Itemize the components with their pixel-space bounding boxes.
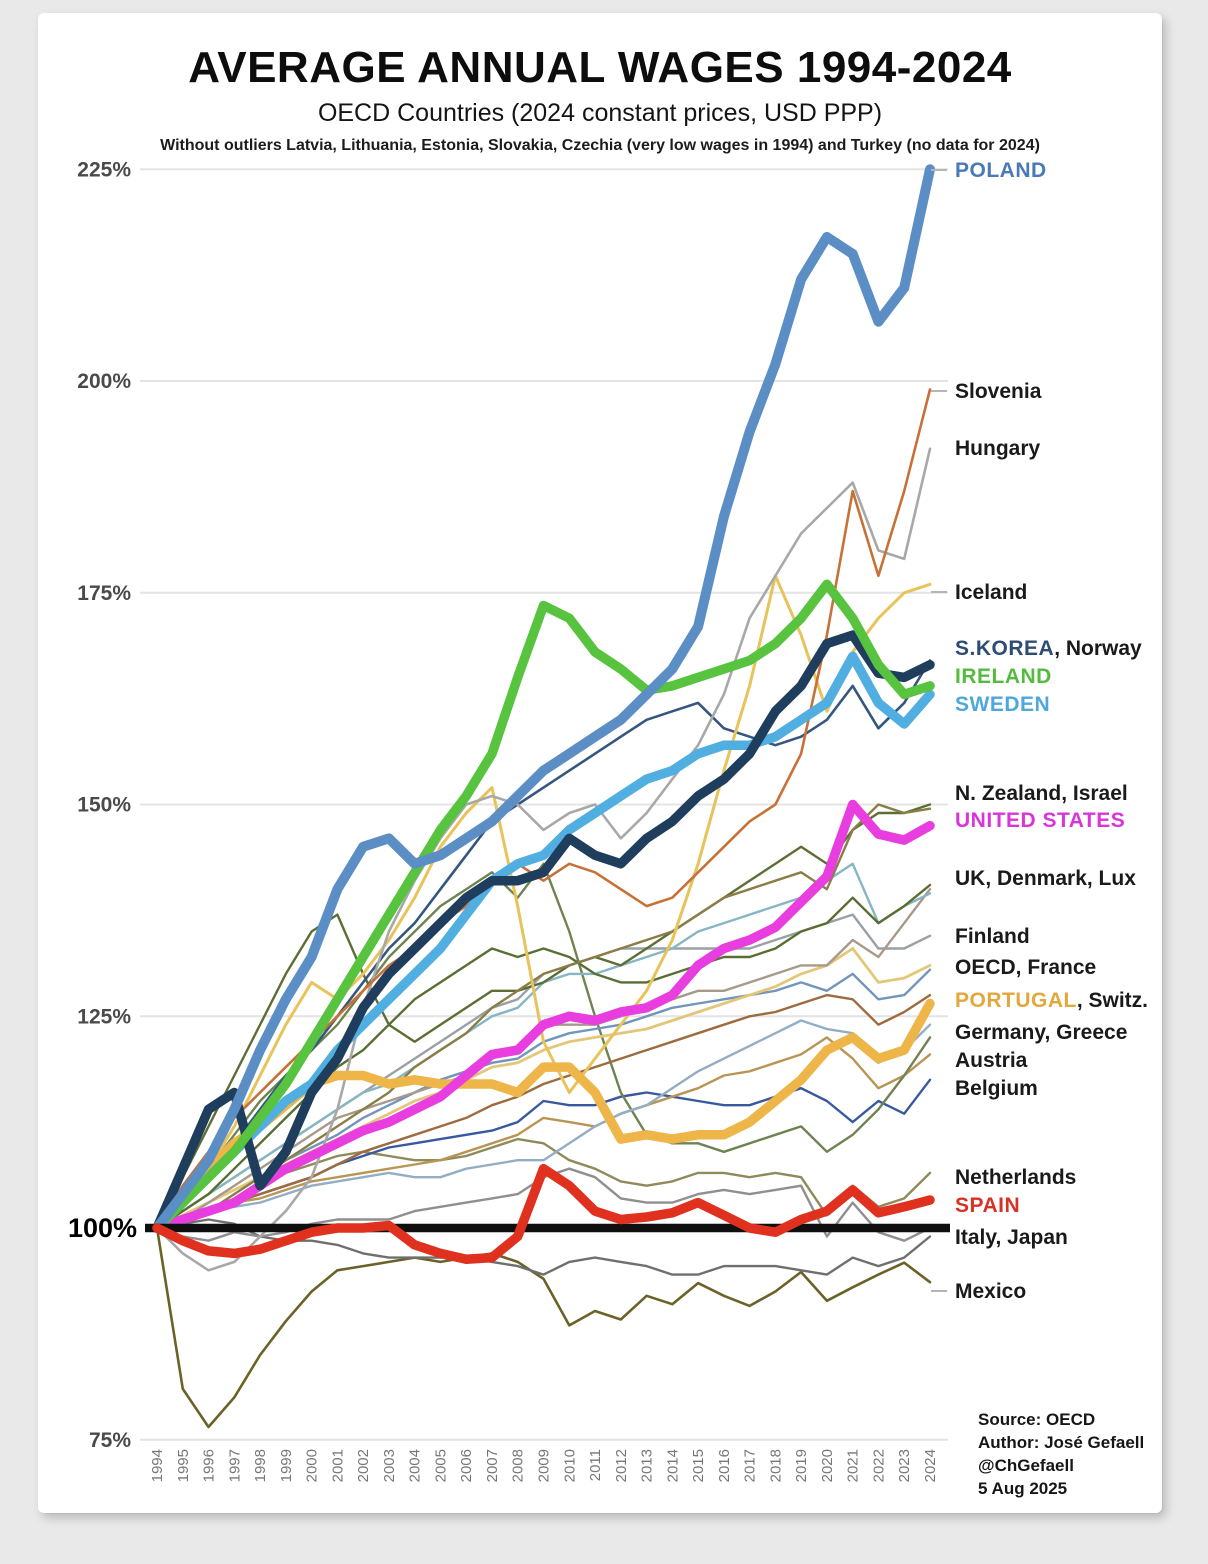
- author-line: Author: José Gefaell: [978, 1433, 1145, 1452]
- x-axis-label-2017: 2017: [741, 1449, 759, 1483]
- source-line: Source: OECD: [978, 1410, 1096, 1429]
- y-axis-label-225: 225%: [77, 158, 131, 182]
- y-axis-label-200: 200%: [77, 370, 131, 393]
- x-axis-label-2015: 2015: [690, 1449, 708, 1483]
- y-axis-label-150: 150%: [77, 793, 131, 817]
- legend-label-hungary: Hungary: [955, 437, 1041, 460]
- source-block: [978, 1408, 1144, 1500]
- legend-label-finland: Finland: [955, 925, 1030, 948]
- legend-label-germany-greece: Germany, Greece: [955, 1021, 1128, 1044]
- x-axis-label-1998: 1998: [252, 1449, 270, 1483]
- x-axis-label-2021: 2021: [844, 1449, 862, 1483]
- x-axis-label-2023: 2023: [896, 1449, 914, 1483]
- x-axis-label-1997: 1997: [226, 1449, 244, 1483]
- x-axis-label-2016: 2016: [715, 1449, 733, 1483]
- legend-label-s-korea-norway: S.KOREA, Norway: [955, 637, 1142, 660]
- handle-line: @ChGefaell: [978, 1456, 1074, 1475]
- x-axis-label-2005: 2005: [432, 1449, 450, 1483]
- legend-label-uk-denmark-lux: UK, Denmark, Lux: [955, 867, 1136, 890]
- legend-label-belgium: Belgium: [955, 1077, 1038, 1100]
- x-axis-label-1999: 1999: [277, 1449, 295, 1483]
- y-axis-label-100: 100%: [67, 1213, 137, 1243]
- x-axis-label-1995: 1995: [174, 1449, 192, 1483]
- y-axis-label-75: 75%: [88, 1428, 131, 1452]
- y-axis-label-175: 175%: [77, 581, 131, 605]
- x-axis-label-2019: 2019: [793, 1449, 811, 1483]
- x-axis-label-1994: 1994: [149, 1449, 166, 1483]
- x-axis-label-2002: 2002: [355, 1449, 373, 1483]
- legend-label-netherlands: Netherlands: [955, 1166, 1077, 1189]
- x-axis-label-2003: 2003: [380, 1449, 398, 1483]
- series-line-mexico: [157, 1228, 930, 1427]
- x-axis-label-2008: 2008: [509, 1449, 527, 1483]
- x-axis-label-2011: 2011: [587, 1449, 605, 1482]
- legend-label-mexico: Mexico: [955, 1280, 1027, 1303]
- legend-label-oecd-france: OECD, France: [955, 956, 1097, 979]
- legend-label-ireland: IRELAND: [955, 665, 1052, 688]
- x-axis-label-2014: 2014: [664, 1449, 682, 1483]
- x-axis-label-2013: 2013: [638, 1449, 656, 1483]
- legend-label-italy-japan: Italy, Japan: [955, 1226, 1068, 1249]
- outliers-note: Without outliers Latvia, Lithuania, Estonia, Slovakia, Czechia (very low wages in 1994) and Turkey (no data for 2024): [160, 137, 1040, 154]
- x-axis-label-2018: 2018: [767, 1449, 785, 1483]
- legend-label-united-states: UNITED STATES: [955, 809, 1126, 832]
- x-axis-label-2007: 2007: [483, 1449, 501, 1483]
- legend-label-portugal-switz-: PORTUGAL, Switz.: [955, 989, 1149, 1012]
- page-title: AVERAGE ANNUAL WAGES 1994-2024: [188, 43, 1012, 92]
- x-axis-label-2020: 2020: [818, 1449, 836, 1483]
- legend-label-austria: Austria: [955, 1049, 1028, 1072]
- x-axis-label-2000: 2000: [303, 1449, 321, 1483]
- x-axis-label-2001: 2001: [329, 1449, 347, 1483]
- legend-label-spain: SPAIN: [955, 1194, 1021, 1217]
- x-axis-label-1996: 1996: [200, 1449, 218, 1483]
- legend-label-iceland: Iceland: [955, 581, 1028, 604]
- legend-label-slovenia: Slovenia: [955, 380, 1042, 403]
- x-axis-label-2010: 2010: [561, 1449, 579, 1483]
- page-subtitle: OECD Countries (2024 constant prices, USD PPP): [317, 99, 883, 127]
- x-axis-label-2022: 2022: [870, 1449, 888, 1483]
- legend-label-poland: POLAND: [955, 159, 1047, 182]
- y-axis-label-125: 125%: [77, 1005, 131, 1029]
- legend-label-sweden: SWEDEN: [955, 693, 1051, 716]
- x-axis-label-2024: 2024: [921, 1449, 939, 1483]
- x-axis-label-2012: 2012: [612, 1449, 630, 1483]
- x-axis-label-2009: 2009: [535, 1449, 553, 1483]
- x-axis-label-2006: 2006: [458, 1449, 476, 1483]
- legend-label-n-zealand-israel: N. Zealand, Israel: [955, 782, 1128, 805]
- x-axis-label-2004: 2004: [406, 1449, 424, 1483]
- date-line: 5 Aug 2025: [978, 1479, 1068, 1498]
